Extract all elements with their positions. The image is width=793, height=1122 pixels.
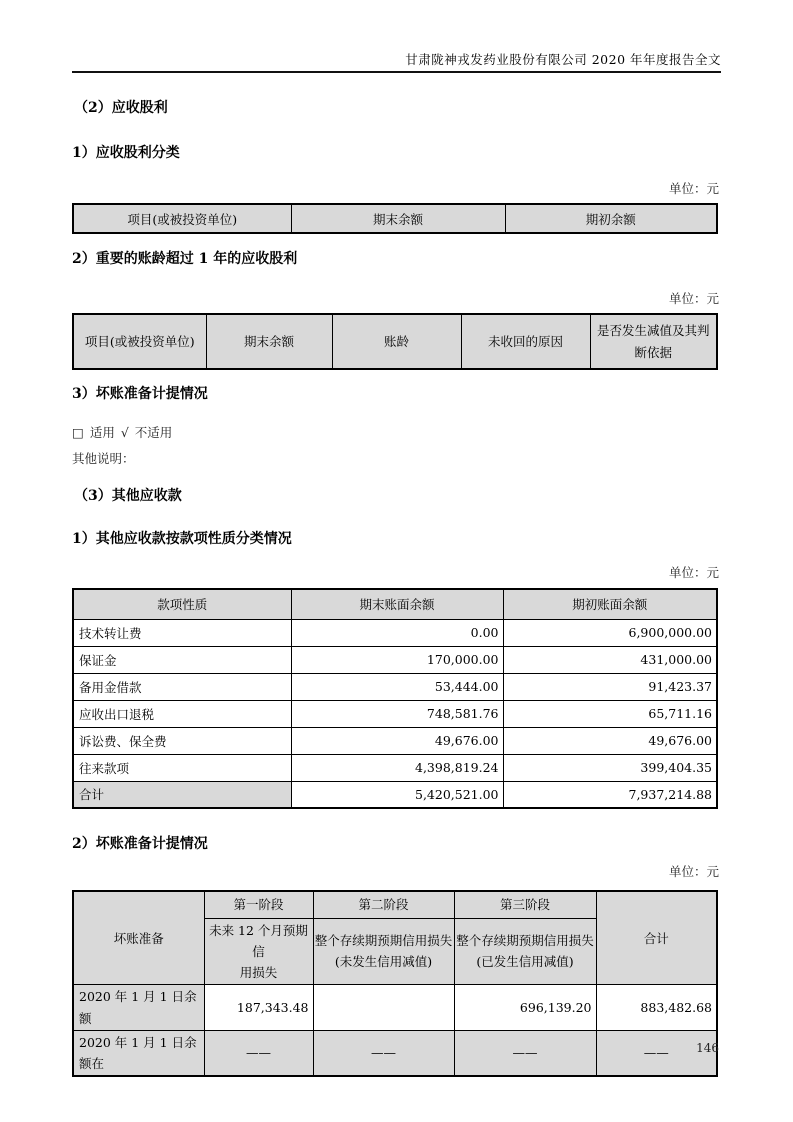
section-heading-other-receivables: （3）其他应收款 bbox=[74, 488, 182, 504]
column-header: 期末余额 bbox=[291, 204, 505, 233]
subsection-heading-aging-dividends: 2）重要的账龄超过 1 年的应收股利 bbox=[72, 251, 298, 267]
row-label: 备用金借款 bbox=[73, 673, 291, 700]
opening-balance-value: 6,900,000.00 bbox=[503, 619, 717, 646]
subsection-heading-other-receivables-by-nature: 1）其他应收款按款项性质分类情况 bbox=[72, 531, 292, 547]
stage-description-line: (未发生信用减值) bbox=[334, 954, 433, 970]
total-column-header: 合计 bbox=[596, 891, 717, 985]
page-number: 146 bbox=[696, 1041, 719, 1055]
document-header-title: 甘肃陇神戎发药业股份有限公司 2020 年年度报告全文 bbox=[405, 52, 721, 67]
row-label: 2020 年 1 月 1 日余额 bbox=[73, 985, 204, 1031]
subsection-heading-dividend-classification: 1）应收股利分类 bbox=[72, 145, 180, 161]
stage-description-line: (已发生信用减值) bbox=[476, 954, 574, 970]
applicability-line bbox=[72, 423, 178, 441]
table-row bbox=[73, 1030, 717, 1076]
column-header: 账龄 bbox=[332, 314, 461, 369]
table-row bbox=[73, 985, 717, 1031]
table-row bbox=[73, 646, 717, 673]
subsection-heading-bad-debt-provision: 3）坏账准备计提情况 bbox=[72, 386, 208, 402]
stage2-value bbox=[313, 985, 454, 1031]
column-header: 项目(或被投资单位) bbox=[73, 314, 206, 369]
not-applicable-label: 不适用 bbox=[134, 425, 173, 440]
total-value: 883,482.68 bbox=[596, 985, 717, 1031]
column-header: 未收回的原因 bbox=[461, 314, 590, 369]
table-bad-debt-stages bbox=[72, 890, 718, 1077]
stage-description-line: 整个存续期预期信用损失 bbox=[456, 933, 594, 949]
unit-label: 单位：元 bbox=[668, 864, 719, 879]
closing-balance-total: 5,420,521.00 bbox=[291, 781, 503, 808]
total-value: —— bbox=[596, 1030, 717, 1076]
stage-header: 第二阶段 bbox=[313, 891, 454, 918]
row-label: 往来款项 bbox=[73, 754, 291, 781]
applicable-label: 适用 bbox=[89, 425, 115, 440]
table-total-row bbox=[73, 781, 717, 808]
row-label: 2020 年 1 月 1 日余额在 bbox=[73, 1030, 204, 1076]
closing-balance-value: 748,581.76 bbox=[291, 700, 503, 727]
table-other-receivables-nature bbox=[72, 588, 718, 809]
table-dividend-aging bbox=[72, 313, 718, 370]
table-row bbox=[73, 700, 717, 727]
closing-balance-value: 0.00 bbox=[291, 619, 503, 646]
corner-header: 坏账准备 bbox=[73, 891, 204, 985]
subsection-heading-bad-debt-provision-other: 2）坏账准备计提情况 bbox=[72, 836, 208, 852]
table-header-row bbox=[73, 589, 717, 619]
other-note-label: 其他说明： bbox=[72, 451, 135, 466]
opening-balance-value: 91,423.37 bbox=[503, 673, 717, 700]
stage-description bbox=[204, 918, 313, 985]
closing-balance-value: 53,444.00 bbox=[291, 673, 503, 700]
stage2-value: —— bbox=[313, 1030, 454, 1076]
unit-label: 单位：元 bbox=[668, 565, 719, 580]
stage1-value: 187,343.48 bbox=[204, 985, 313, 1031]
column-header: 期初余额 bbox=[505, 204, 717, 233]
stage1-value: —— bbox=[204, 1030, 313, 1076]
column-header: 期末账面余额 bbox=[291, 589, 503, 619]
stage-header: 第一阶段 bbox=[204, 891, 313, 918]
check-mark-icon: √ bbox=[120, 425, 129, 440]
total-row-label: 合计 bbox=[73, 781, 291, 808]
table-header-row bbox=[73, 891, 717, 918]
opening-balance-value: 431,000.00 bbox=[503, 646, 717, 673]
unit-label: 单位：元 bbox=[668, 181, 719, 196]
stage-description-line: 未来 12 个月预期信 bbox=[209, 922, 308, 959]
opening-balance-value: 399,404.35 bbox=[503, 754, 717, 781]
stage-description bbox=[313, 918, 454, 985]
stage-description-line: 整个存续期预期信用损失 bbox=[314, 933, 453, 949]
section-heading-dividends-receivable: （2）应收股利 bbox=[74, 100, 168, 116]
column-header: 项目(或被投资单位) bbox=[73, 204, 291, 233]
closing-balance-value: 49,676.00 bbox=[291, 727, 503, 754]
table-row bbox=[73, 619, 717, 646]
table-dividend-classification bbox=[72, 203, 718, 234]
opening-balance-total: 7,937,214.88 bbox=[503, 781, 717, 808]
unit-label: 单位：元 bbox=[668, 291, 719, 306]
unchecked-checkbox-icon: □ bbox=[72, 425, 84, 440]
table-header-row bbox=[73, 204, 717, 233]
table-row bbox=[73, 673, 717, 700]
stage-description-line: 用损失 bbox=[239, 965, 278, 980]
column-header: 款项性质 bbox=[73, 589, 291, 619]
column-header: 期初账面余额 bbox=[503, 589, 717, 619]
closing-balance-value: 170,000.00 bbox=[291, 646, 503, 673]
opening-balance-value: 49,676.00 bbox=[503, 727, 717, 754]
header-rule bbox=[72, 71, 721, 73]
table-row bbox=[73, 754, 717, 781]
row-label: 诉讼费、保全费 bbox=[73, 727, 291, 754]
row-label: 保证金 bbox=[73, 646, 291, 673]
stage3-value: —— bbox=[454, 1030, 596, 1076]
table-header-row bbox=[73, 314, 717, 369]
column-header: 期末余额 bbox=[206, 314, 332, 369]
column-header: 是否发生减值及其判断依据 bbox=[590, 314, 717, 369]
opening-balance-value: 65,711.16 bbox=[503, 700, 717, 727]
closing-balance-value: 4,398,819.24 bbox=[291, 754, 503, 781]
row-label: 技术转让费 bbox=[73, 619, 291, 646]
stage-description bbox=[454, 918, 596, 985]
stage3-value: 696,139.20 bbox=[454, 985, 596, 1031]
row-label: 应收出口退税 bbox=[73, 700, 291, 727]
table-row bbox=[73, 727, 717, 754]
stage-header: 第三阶段 bbox=[454, 891, 596, 918]
